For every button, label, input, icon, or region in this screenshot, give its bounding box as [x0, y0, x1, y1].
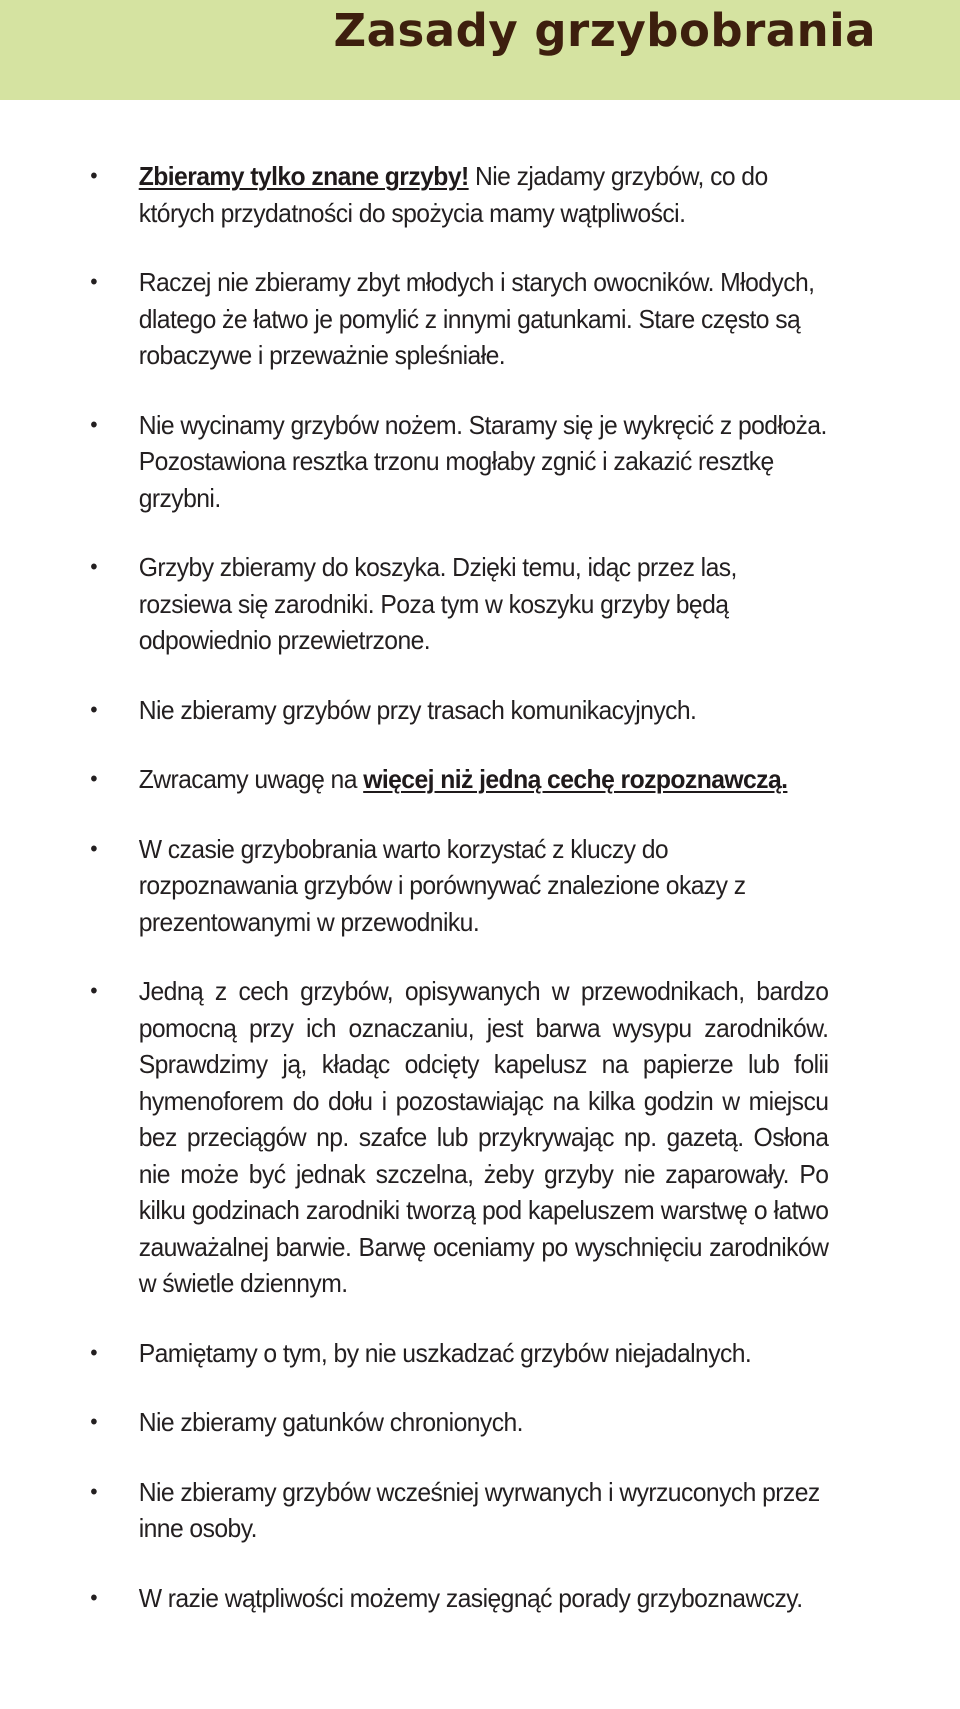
list-item: [0, 1404, 912, 1441]
bullet-icon: •: [90, 411, 98, 437]
rule-text: Raczej nie zbieramy zbyt młodych i starych owocników. Młodych, dlatego że łatwo je pomylić z innymi gatunkami. Stare często są robaczywe i przeważnie spleśniałe.: [138, 267, 815, 370]
list-item: [0, 831, 912, 941]
bullet-icon: •: [90, 696, 98, 722]
page-title: Zasady grzybobrania: [333, 4, 876, 57]
bullet-icon: •: [90, 269, 98, 294]
rule-text: W razie wątpliwości możemy zasięgnąć porady grzyboznawczy.: [138, 1582, 803, 1613]
list-item: [0, 1474, 912, 1547]
emphasized-text: więcej niż jedną cechę rozpoznawczą.: [363, 764, 788, 794]
title-banner: [0, 0, 960, 100]
rule-text: Pamiętamy o tym, by nie uszkadzać grzybów niejadalnych.: [138, 1337, 752, 1368]
list-item: [0, 1335, 912, 1372]
rule-text: Grzyby zbieramy do koszyka. Dzięki temu, idąc przez las, rozsiewa się zarodniki. Poza tym w koszyku grzyby będą odpowiednio przewietrzone.: [138, 552, 737, 655]
list-item: [0, 692, 912, 729]
list-item: [0, 549, 912, 659]
rule-text: W czasie grzybobrania warto korzystać z kluczy do rozpoznawania grzybów i porównywać znalezione okazy z prezentowanymi w przewodniku.: [138, 833, 746, 937]
list-item: [0, 264, 912, 374]
bullet-icon: •: [90, 1339, 98, 1365]
rule-text: Nie zjadamy grzybów, co do których przydatności do spożycia mamy wątpliwości.: [138, 161, 768, 228]
list-item: [0, 407, 912, 517]
bullet-icon: •: [90, 1584, 98, 1610]
rule-text: Nie zbieramy gatunków chronionych.: [138, 1407, 523, 1437]
list-item: [0, 1580, 912, 1617]
bullet-icon: •: [90, 1478, 98, 1504]
list-item: [0, 158, 912, 231]
bullet-icon: •: [90, 766, 98, 791]
rules-list: [0, 158, 960, 1649]
emphasized-text: Zbieramy tylko znane grzyby!: [138, 161, 469, 191]
list-item: [0, 761, 912, 798]
rule-text: Nie zbieramy grzybów wcześniej wyrwanych i wyrzuconych przez inne osoby.: [138, 1476, 820, 1543]
rule-text: Jedną z cech grzybów, opisywanych w przewodnikach, bardzo pomocną przy ich oznaczaniu, jest barwa wysypu zarodników. Sprawdzimy ją, kładąc odcięty kapelusz na papierze lub folii hymenoforem do dołu i pozostawiając na kilka godzin w miejscu bez przeciągów np. szafce lub przykrywając np. gazetą. Osłona nie może być jednak szczelna, żeby grzyby nie zaparowały. Po kilku godzinach zarodniki tworzą pod kapeluszem warstwę o łatwo zauważalnej barwie. Barwę oceniamy po wyschnięciu zarodników w świetle dziennym.: [138, 976, 829, 1298]
rule-text: Nie zbieramy grzybów przy trasach komunikacyjnych.: [138, 694, 697, 725]
bullet-icon: •: [90, 554, 98, 579]
rule-text: Nie wycinamy grzybów nożem. Staramy się je wykręcić z podłoża. Pozostawiona resztka trzonu mogłaby zgnić i zakazić resztkę grzybni.: [138, 409, 827, 513]
bullet-icon: •: [90, 163, 98, 188]
bullet-icon: •: [90, 835, 98, 861]
list-item: [0, 973, 912, 1302]
bullet-icon: •: [90, 978, 98, 1003]
bullet-icon: •: [90, 1409, 98, 1434]
rule-text: Zwracamy uwagę na: [138, 764, 364, 794]
